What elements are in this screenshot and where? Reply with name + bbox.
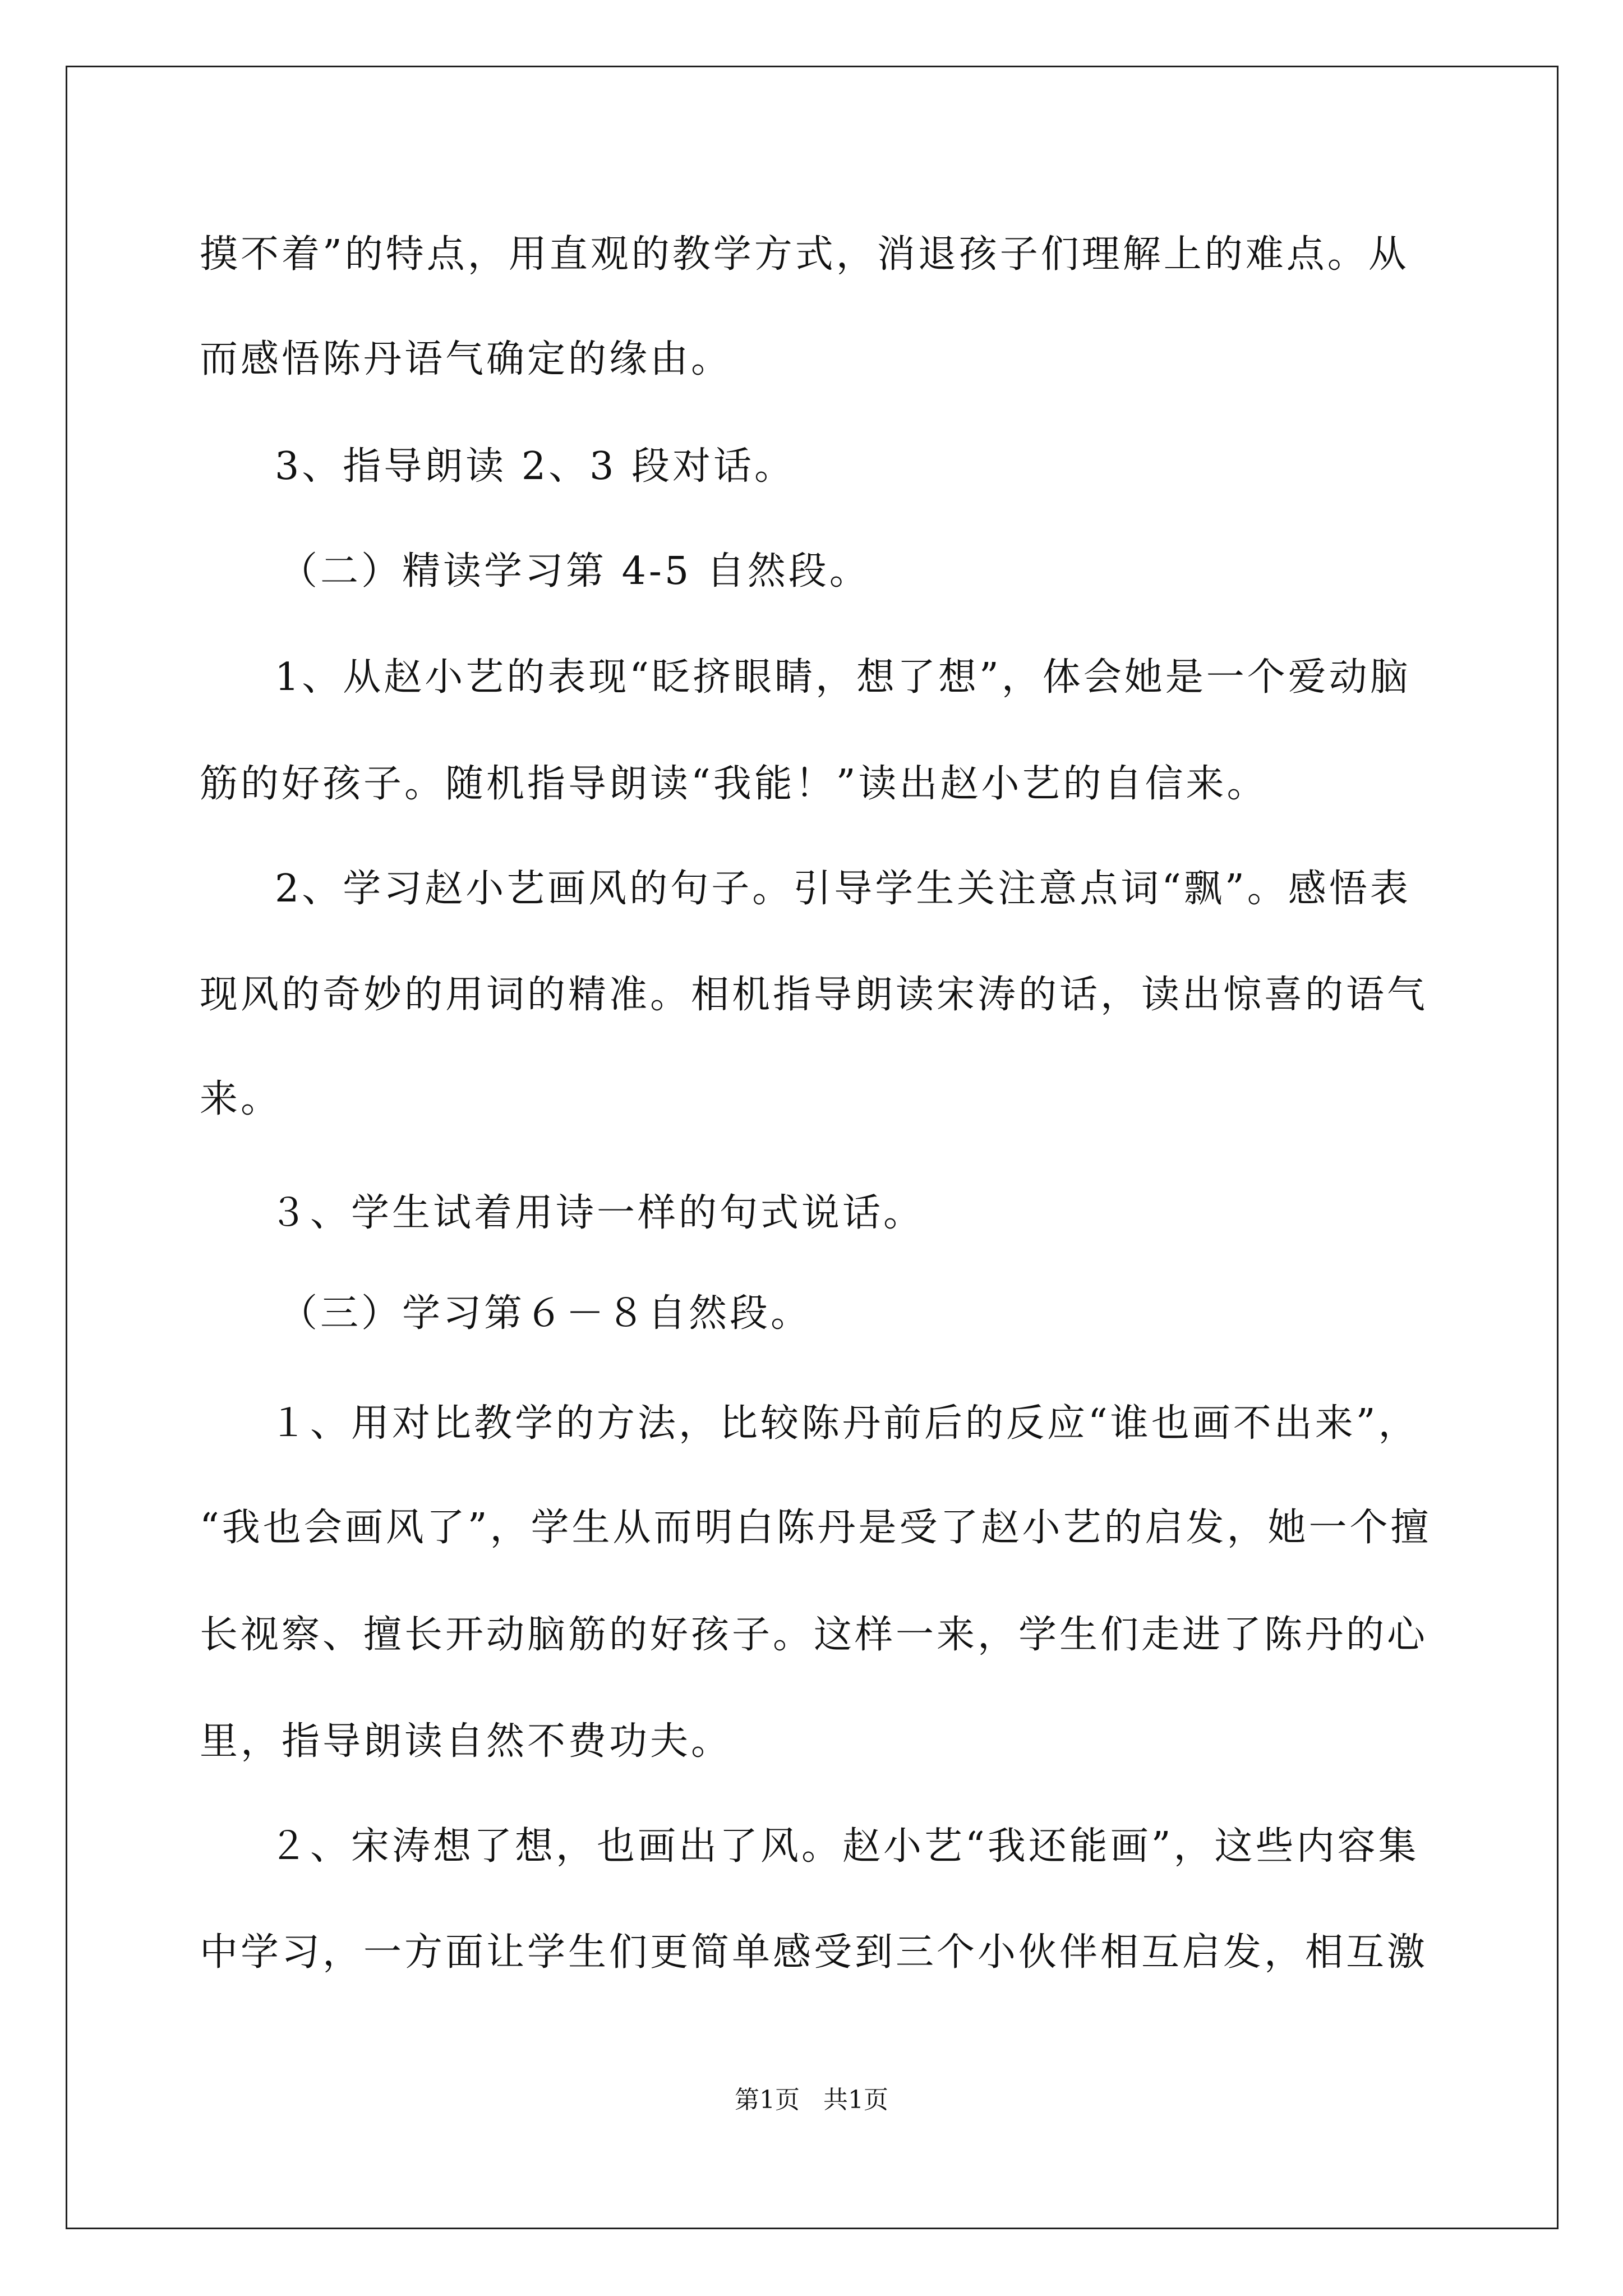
paragraph-line: 筋的好孩子。随机指导朗读“我能！”读出赵小艺的自信来。 xyxy=(200,762,1268,806)
paragraph-line: １、用对比教学的方法，比较陈丹前后的反应“谁也画不出来”， xyxy=(269,1401,1419,1446)
paragraph-line: 1、从赵小艺的表现“眨挤眼睛，想了想”，体会她是一个爱动脑 xyxy=(275,655,1411,700)
paragraph-line: 3、指导朗读 2、3 段对话。 xyxy=(275,444,796,489)
paragraph-line: ２、宋涛想了想，也画出了风。赵小艺“我还能画”，这些内容集 xyxy=(269,1824,1419,1869)
page-footer: 第1页 共1页 xyxy=(735,2086,888,2114)
paragraph-line: 中学习，一方面让学生们更简单感受到三个小伙伴相互启发，相互激 xyxy=(200,1930,1428,1975)
paragraph-line: 而感悟陈丹语气确定的缘由。 xyxy=(200,337,732,381)
paragraph-line: 长视察、擅长开动脑筋的好孩子。这样一来，学生们走进了陈丹的心 xyxy=(200,1613,1428,1657)
paragraph-line: “我也会画风了”，学生从而明白陈丹是受了赵小艺的启发，她一个擅 xyxy=(200,1506,1432,1550)
paragraph-line: 现风的奇妙的用词的精准。相机指导朗读宋涛的话，读出惊喜的语气 xyxy=(200,973,1428,1017)
page-border xyxy=(66,66,1559,2229)
section-heading: （三）学习第６－８自然段。 xyxy=(279,1291,812,1336)
paragraph-line: 2、学习赵小艺画风的句子。引导学生关注意点词“飘”。感悟表 xyxy=(275,867,1411,911)
paragraph-line: 里，指导朗读自然不费功夫。 xyxy=(200,1719,732,1764)
paragraph-line: 来。 xyxy=(200,1077,282,1121)
paragraph-line: 摸不着”的特点，用直观的教学方式，消退孩子们理解上的难点。从 xyxy=(200,232,1409,277)
section-heading: （二）精读学习第 4-5 自然段。 xyxy=(279,549,870,593)
paragraph-line: ３、学生试着用诗一样的句式说话。 xyxy=(269,1191,925,1235)
